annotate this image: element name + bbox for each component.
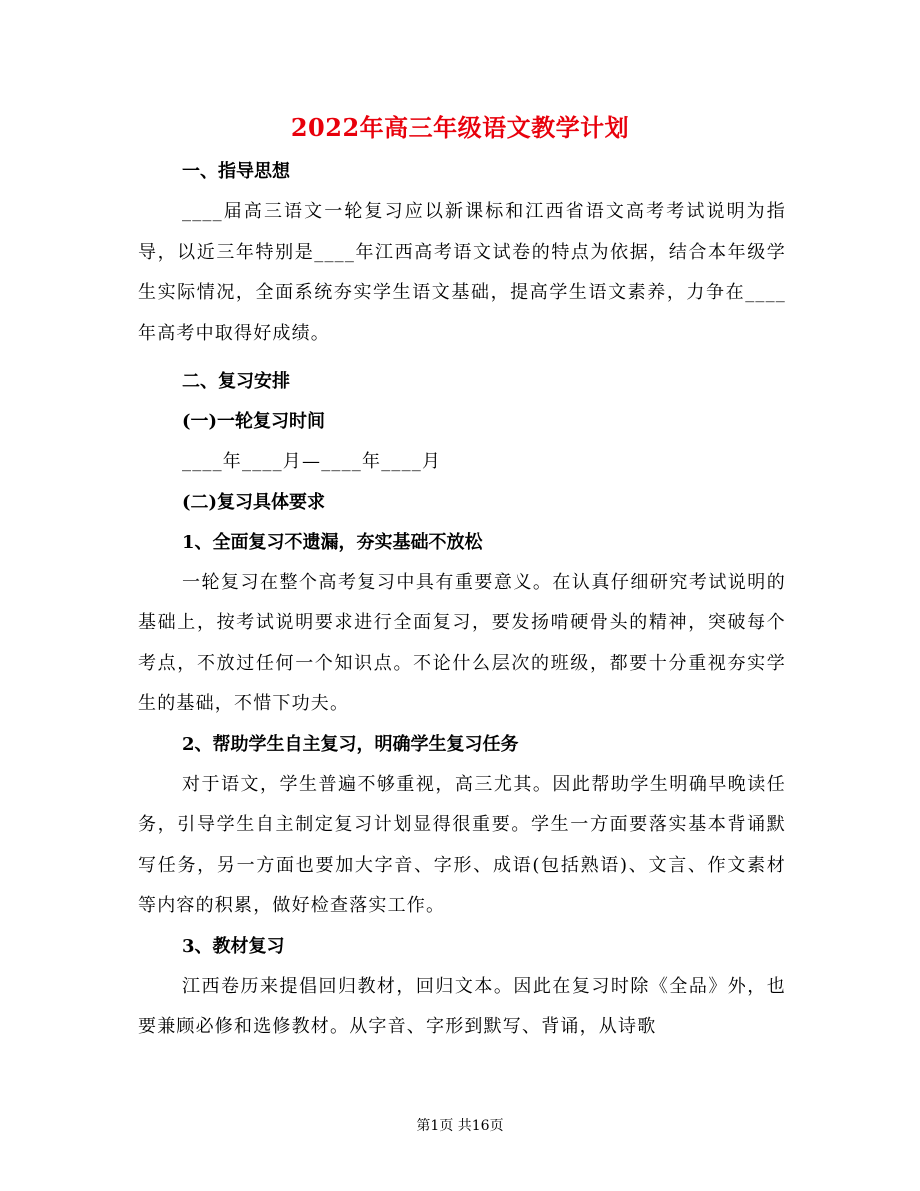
- paragraph-review-time: ____年____月—____年____月: [182, 451, 442, 472]
- paragraph-requirement-1: 一轮复习在整个高考复习中具有重要意义。在认真仔细研究考试说明的基础上，按考试说明要求进行全面复习，要发扬啃硬骨头的精神，突破每个考点，不放过任何一个知识点。不论什么层次的班级，都要十分重视夯实学生的基础，不惜下功夫。: [138, 571, 786, 714]
- requirement-heading-1: 1、全面复习不遗漏，夯实基础不放松: [182, 531, 483, 553]
- paragraph-guiding-ideology: ____届高三语文一轮复习应以新课标和江西省语文高考考试说明为指导，以近三年特别是____年江西高考语文试卷的特点为依据，结合本年级学生实际情况，全面系统夯实学生语文基础，提高学生语文素养，力争在____年高考中取得好成绩。: [138, 201, 786, 344]
- section-heading-guiding-ideology: 一、指导思想: [182, 161, 290, 182]
- paragraph-requirement-3: 江西卷历来提倡回归教材，回归文本。因此在复习时除《全品》外，也要兼顾必修和选修教材。从字音、字形到默写、背诵，从诗歌: [138, 975, 786, 1037]
- section-heading-review-arrangement: 二、复习安排: [182, 371, 290, 392]
- paragraph-requirement-2: 对于语文，学生普遍不够重视，高三尤其。因此帮助学生明确早晚读任务，引导学生自主制定复习计划显得很重要。学生一方面要落实基本背诵默写任务，另一方面也要加大字音、字形、成语(包括熟语)、文言、作文素材等内容的积累，做好检查落实工作。: [138, 773, 786, 916]
- document-body: [138, 150, 786, 1048]
- requirement-heading-3: 3、教材复习: [182, 935, 285, 957]
- subsection-heading-requirements: (二)复习具体要求: [182, 491, 326, 513]
- subsection-heading-review-time: (一)一轮复习时间: [182, 411, 326, 432]
- requirement-heading-2: 2、帮助学生自主复习，明确学生复习任务: [182, 733, 519, 755]
- document-title: 2022年高三年级语文教学计划: [290, 113, 630, 142]
- page-number-footer: 第1页 共16页: [416, 1118, 504, 1134]
